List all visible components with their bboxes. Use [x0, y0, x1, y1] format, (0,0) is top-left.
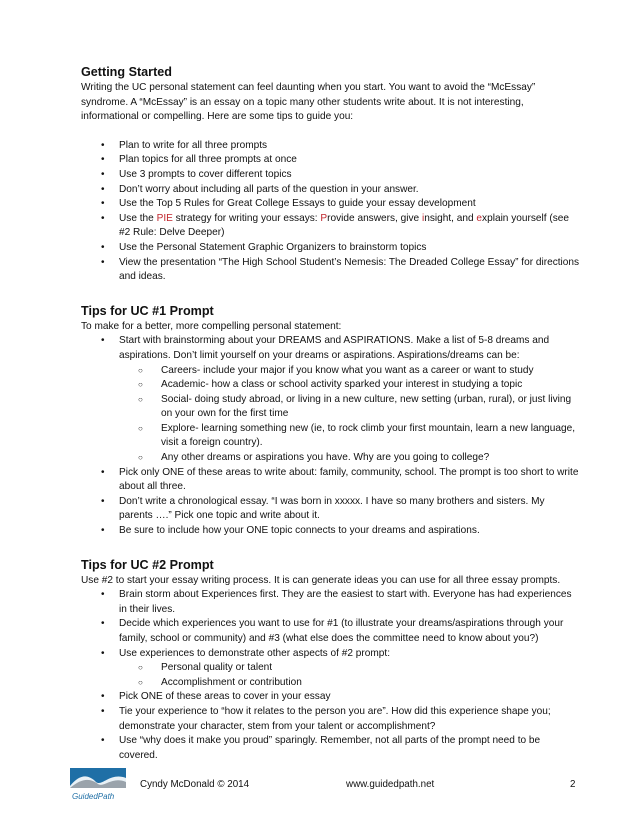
footer-author: Cyndy McDonald © 2014: [140, 779, 250, 790]
bullet-list: [81, 588, 581, 763]
list-item: • Use the Personal Statement Graphic Organizers to brainstorm topics: [81, 241, 581, 256]
sub-list-item: ○ Any other dreams or aspirations you have. Why are you going to college?: [81, 451, 581, 466]
sub-list-item: ○ Personal quality or talent: [81, 661, 581, 676]
uc2-section: [81, 557, 581, 764]
sub-list-item: ○ Explore- learning something new (ie, to rock climb your first mountain, learn a new language, visit a foreign country).: [81, 422, 581, 451]
list-item: • Don’t worry about including all parts of the question in your answer.: [81, 183, 581, 198]
list-item: • Use 3 prompts to cover different topics: [81, 168, 581, 183]
intro-paragraph: To make for a better, more compelling personal statement:: [81, 320, 342, 332]
list-item: • Plan topics for all three prompts at once: [81, 153, 581, 168]
list-item: • Use experiences to demonstrate other aspects of #2 prompt:: [81, 647, 581, 662]
section-heading: Tips for UC #1 Prompt: [81, 303, 214, 318]
list-item: • Plan to write for all three prompts: [81, 139, 581, 154]
page-footer: [0, 766, 638, 806]
guidedpath-logo: [70, 768, 126, 802]
uc1-section: [81, 303, 581, 539]
list-item: • Use “why does it make you proud” sparingly. Remember, not all parts of the prompt need to be covered.: [81, 734, 581, 763]
bullet-list: [81, 334, 581, 538]
section-heading: Getting Started: [81, 65, 172, 79]
footer-url: www.guidedpath.net: [346, 779, 435, 790]
intro-paragraph: Use #2 to start your essay writing process. It is can generate ideas you can use for all three essay prompts.: [81, 574, 561, 586]
getting-started-section: [81, 64, 581, 285]
sub-list-item: ○ Academic- how a class or school activity sparked your interest in studying a topic: [81, 378, 581, 393]
document-page: [81, 64, 581, 763]
list-item: • Be sure to include how your ONE topic connects to your dreams and aspirations.: [81, 524, 581, 539]
list-item: • Tie your experience to “how it relates to the person you are”. How did this experience shape you; demonstrate your character, stem from your talent or accomplishment?: [81, 705, 581, 734]
list-item: • Use the Top 5 Rules for Great College Essays to guide your essay development: [81, 197, 581, 212]
section-heading: Tips for UC #2 Prompt: [81, 557, 214, 572]
sub-list-item: ○ Accomplishment or contribution: [81, 676, 581, 691]
pie-keyword: PIE: [156, 212, 173, 224]
list-item: • Start with brainstorming about your DREAMS and ASPIRATIONS. Make a list of 5-8 dreams and aspirations. Don’t limit yourself on your dreams or aspirations. Aspirations/dreams can be:: [81, 334, 581, 363]
list-item: • Pick ONE of these areas to cover in your essay: [81, 690, 581, 705]
list-item: • Decide which experiences you want to use for #1 (to illustrate your dreams/aspirations through your family, school or community) and #3 (what else does the committee need to know about you?): [81, 617, 581, 646]
list-item: • Pick only ONE of these areas to write about: family, community, school. The prompt is too short to write about all three.: [81, 466, 581, 495]
list-item: • View the presentation “The High School Student’s Nemesis: The Dreaded College Essay” for directions and ideas.: [81, 256, 581, 285]
list-item: • Brain storm about Experiences first. They are the easiest to start with. Everyone has had experiences in their lives.: [81, 588, 581, 617]
intro-paragraph: Writing the UC personal statement can feel daunting when you start. You want to avoid the “McEssay” syndrome. A “McEssay” is an essay on a topic many other students write about. It is not interesting, informational or compelling. Here are some tips to guide you:: [81, 82, 536, 123]
logo-wordmark: GuidedPath: [72, 792, 115, 801]
sub-list-item: ○ Careers- include your major if you know what you want as a career or want to study: [81, 364, 581, 379]
sub-list-item: ○ Social- doing study abroad, or living in a new culture, new setting (urban, rural), or just living on your own for the first time: [81, 393, 581, 422]
page-number: 2: [570, 779, 576, 790]
bullet-list: [81, 139, 581, 285]
list-item: • Don’t write a chronological essay. “I was born in xxxxx. I have so many brothers and sisters. My parents ….” Pick one topic and write about it.: [81, 495, 581, 524]
list-item-pie: • Use the PIE strategy for writing your essays: Provide answers, give insight, and explain yourself (see #2 Rule: Delve Deeper): [81, 212, 581, 241]
